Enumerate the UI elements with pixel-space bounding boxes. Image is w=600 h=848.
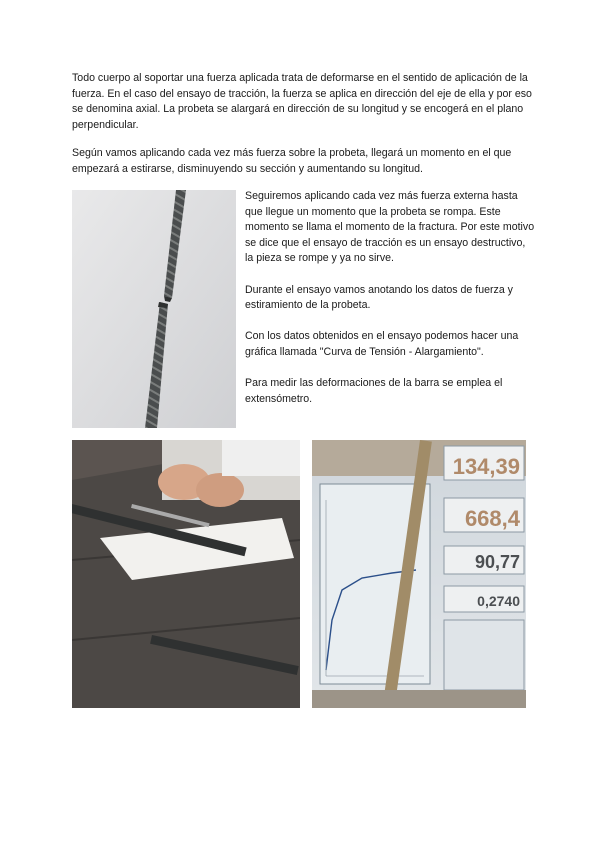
reading-strain: 0,2740	[477, 593, 520, 609]
side-text-block	[245, 189, 535, 423]
reading-elongation: 90,77	[474, 552, 520, 572]
intro-paragraph: Todo cuerpo al soportar una fuerza aplicada trata de deformarse en el sentido de aplicación de la fuerza. En el caso del ensayo de tracción, la fuerza se aplica en dirección del eje de ella y por eso se denomina axial. La probeta se alargará en dirección de su longitud y se encogerá en el plano perpendicular.	[72, 72, 532, 131]
reading-tension: 668,4	[464, 506, 520, 531]
reading-force: 134,39	[452, 454, 520, 479]
data-paragraph: Durante el ensayo vamos anotando los datos de fuerza y estiramiento de la probeta.	[245, 283, 513, 312]
graph-paragraph: Con los datos obtenidos en el ensayo podemos hacer una gráfica llamada "Curva de Tensión - Alargamiento".	[245, 330, 519, 358]
hands-rebar-photo	[72, 440, 300, 708]
fracture-paragraph: Seguiremos aplicando cada vez más fuerza externa hasta que llegue un momento que la probeta se rompa. Este momento se llama el momento de la fractura. Por este motivo se dice que el ensayo de tracción es un ensayo destructivo, la pieza se rompe y ya no sirve.	[245, 190, 535, 265]
test-screen-photo	[312, 440, 526, 708]
broken-rebar-photo	[72, 190, 236, 428]
second-paragraph: Según vamos aplicando cada vez más fuerza sobre la probeta, llegará un momento en el que empezará a estirarse, disminuyendo su sección y aumentando su longitud.	[72, 147, 512, 175]
extensometer-paragraph: Para medir las deformaciones de la barra se emplea el extensómetro.	[245, 377, 503, 405]
